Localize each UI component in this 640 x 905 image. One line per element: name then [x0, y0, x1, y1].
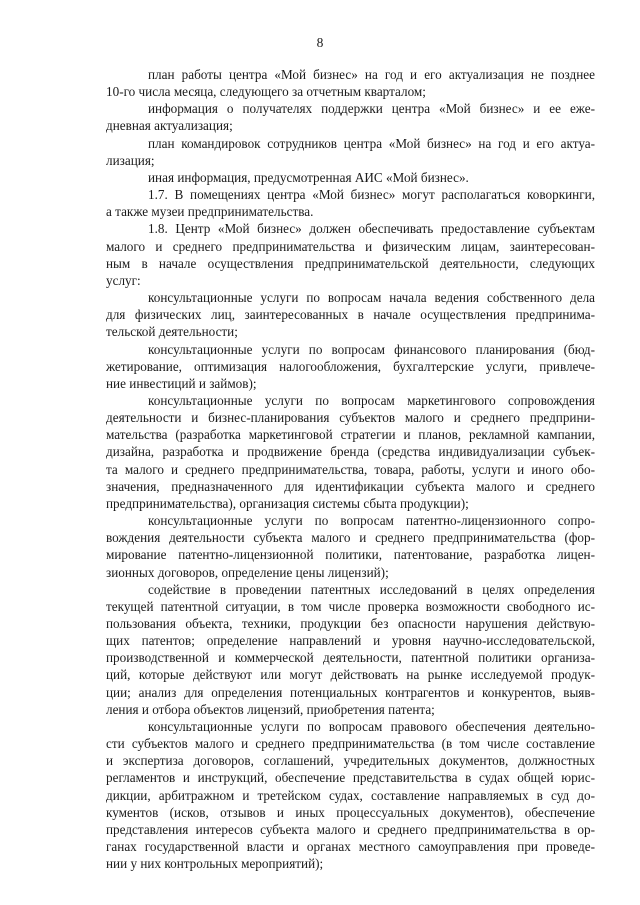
text-line: консультационные услуги по вопросам маркетингового сопровождения — [148, 392, 595, 408]
text-line: консультационные услуги по вопросам начала ведения собственного дела — [148, 290, 595, 306]
text-line: значения, предназначенного для идентификации субъекта малого и среднего — [106, 478, 595, 494]
text-line: план работы центра «Мой бизнес» на год и его актуализация не позднее — [148, 67, 595, 82]
text-line: щих патентов; определение направлений и уровня научно-исследовательской, — [106, 633, 595, 649]
text-line: вождения деятельности субъекта малого и среднего предпринимательства (фор- — [106, 530, 595, 546]
text-line: малого и среднего предпринимательства и физическим лицам, заинтересован- — [106, 238, 595, 254]
text-line: деятельности и бизнес-планирования субъектов малого и среднего предприни- — [106, 410, 595, 426]
text-line: зионных договоров, определение цены лицензий); — [106, 564, 389, 580]
text-line: та малого и среднего предпринимательства, товара, работы, услуги и иного обо- — [106, 461, 595, 477]
text-line: консультационные услуги по вопросам патентно-лицензионного сопро- — [148, 513, 595, 529]
text-line: 1.7. В помещениях центра «Мой бизнес» могут располагаться коворкинги, — [148, 187, 595, 203]
text-line: услуг: — [106, 272, 141, 288]
text-line: консультационные услуги по вопросам правового обеспечения деятельно- — [148, 718, 595, 734]
text-line: дикции, арбитражном и третейском судах, составление направляемых в суд до- — [106, 787, 595, 803]
text-line: предпринимательства), организация системы сбыта продукции); — [106, 495, 469, 511]
text-line: мирование патентно-лицензионной политики, патентование, разработка лицен- — [106, 547, 595, 563]
text-line: и экспертиза договоров, соглашений, учредительных документов, должностных — [106, 753, 595, 769]
page-number: 8 — [316, 35, 324, 50]
text-line: тельской деятельности; — [106, 324, 238, 340]
text-line: мательства (разработка маркетинговой стратегии и планов, рекламной кампании, — [106, 427, 595, 443]
text-line: представления интересов субъекта малого и среднего предпринимательства в ор- — [106, 821, 595, 837]
text-line: ние инвестиций и займов); — [106, 375, 257, 391]
text-line: ций, которые действуют или могут действовать на рынке исследуемой продук- — [106, 667, 595, 683]
text-line: пользования объекта, техники, продукции без опасности нарушения действую- — [106, 616, 595, 631]
body-text — [106, 66, 595, 872]
text-line: дневная актуализация; — [106, 118, 233, 134]
text-line: сти субъектов малого и среднего предпринимательства (в том числе составление — [106, 736, 595, 752]
text-line: 1.8. Центр «Мой бизнес» должен обеспечивать предоставление субъектам — [148, 221, 595, 237]
text-line: а также музеи предпринимательства. — [106, 204, 314, 220]
text-line: ганах государственной власти и органах местного самоуправления при проведе- — [106, 839, 595, 855]
text-line: план командировок сотрудников центра «Мой бизнес» на год и его актуа- — [148, 135, 595, 151]
text-line: жетирование, оптимизация налогообложения, бухгалтерские услуги, привлече- — [106, 358, 595, 374]
text-line: ления и отбора объектов лицензий, приобретения патента; — [106, 701, 435, 717]
text-line: консультационные услуги по вопросам финансового планирования (бюд- — [148, 341, 595, 357]
text-line: регламентов и инструкций, обеспечение представительства в судах общей юрис- — [106, 770, 595, 786]
text-line: нии у них контрольных мероприятий); — [106, 856, 324, 872]
text-line: кументов (исков, отзывов и иных процессуальных документов), обеспечение — [106, 804, 595, 820]
text-line: 10-го числа месяца, следующего за отчетным кварталом; — [106, 84, 426, 100]
text-line: информация о получателях поддержки центра «Мой бизнес» и ее еже- — [148, 101, 595, 117]
text-line: для физических лиц, заинтересованных в начале осуществления предпринима- — [106, 307, 595, 323]
text-line: содействие в проведении патентных исследований в целях определения — [148, 581, 595, 597]
text-line: дизайна, разработка и продвижение бренда (средства индивидуализации субъек- — [106, 444, 595, 460]
text-line: иная информация, предусмотренная АИС «Мой бизнес». — [148, 169, 469, 185]
text-line: производственной и коммерческой деятельности, патентной политики организа- — [106, 650, 595, 666]
text-line: текущей патентной ситуации, в том числе проверка возможности свободного ис- — [106, 598, 595, 614]
text-line: ным в начале осуществления предпринимательской деятельности, следующих — [106, 255, 595, 271]
text-line: ции; анализ для определения потенциальных контрагентов и конкурентов, выяв- — [106, 684, 595, 700]
text-line: лизация; — [106, 152, 155, 168]
